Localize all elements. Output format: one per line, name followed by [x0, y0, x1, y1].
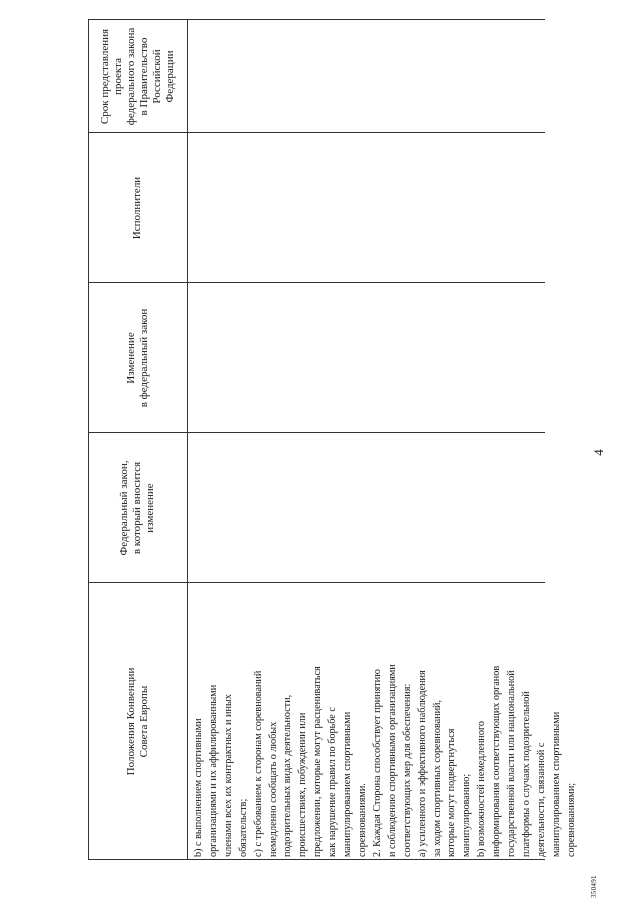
body-line: манипулированием спортивными	[550, 711, 562, 857]
body-line: как нарушение правил по борьбе с	[327, 707, 339, 857]
header-executors: Исполнители	[131, 176, 143, 240]
body-line: происшествиях, побуждении или	[297, 712, 309, 857]
body-line: b) с выполнением спортивными	[193, 718, 204, 857]
body-line: и соблюдению спортивными организациями	[386, 664, 398, 857]
body-line: платформы о случаях подозрительной	[520, 691, 532, 857]
body-line: b) возможностей немедленного	[476, 721, 488, 857]
body-line: организациями и их аффилированными	[207, 684, 219, 857]
body-line: немедленно сообщать о любых	[267, 721, 279, 857]
provisions-body-text	[192, 587, 580, 857]
body-line: подозрительных видах деятельности,	[282, 694, 294, 857]
body-line: предложении, которые могут расцениваться	[312, 666, 324, 857]
body-line: членами всех их контрактных и иных	[222, 694, 234, 857]
body-line: манипулированием спортивными	[342, 711, 354, 857]
document-code: 350491	[590, 875, 598, 898]
body-line: соревнованиями;	[565, 782, 577, 857]
body-line: информирования соответствующих органов	[491, 665, 503, 857]
body-line: манипулированию;	[461, 773, 473, 857]
body-line: соревнованиями.	[356, 783, 368, 857]
body-line: которые могут подвергнуться	[446, 728, 458, 857]
body-line: 2. Каждая Сторона способствует принятию	[371, 669, 383, 857]
provisions-table	[88, 20, 577, 860]
header-amendment: Изменение в федеральный закон	[124, 308, 150, 408]
header-provisions: Положения Конвенции Совета Европы	[124, 667, 150, 776]
header-deadline: Срок представления проекта федерального закона в Правительство Российской Федерации	[98, 27, 176, 126]
body-line: а) усиленного и эффективного наблюдения	[416, 670, 428, 857]
body-line: деятельности, связанной с	[535, 742, 547, 857]
header-bottom-border	[187, 20, 188, 860]
page-number: 4	[591, 449, 606, 456]
body-line: за ходом спортивных соревнований,	[431, 699, 443, 857]
body-line: обязательств;	[237, 798, 249, 857]
body-line: с) с требованием к сторонам соревнований	[252, 670, 264, 857]
header-federal-law: Федеральный закон, в который вносится изменение	[118, 460, 156, 556]
body-line: соответствующих мер для обеспечения:	[401, 683, 413, 857]
body-line: государственной власти или национальной	[506, 670, 518, 857]
